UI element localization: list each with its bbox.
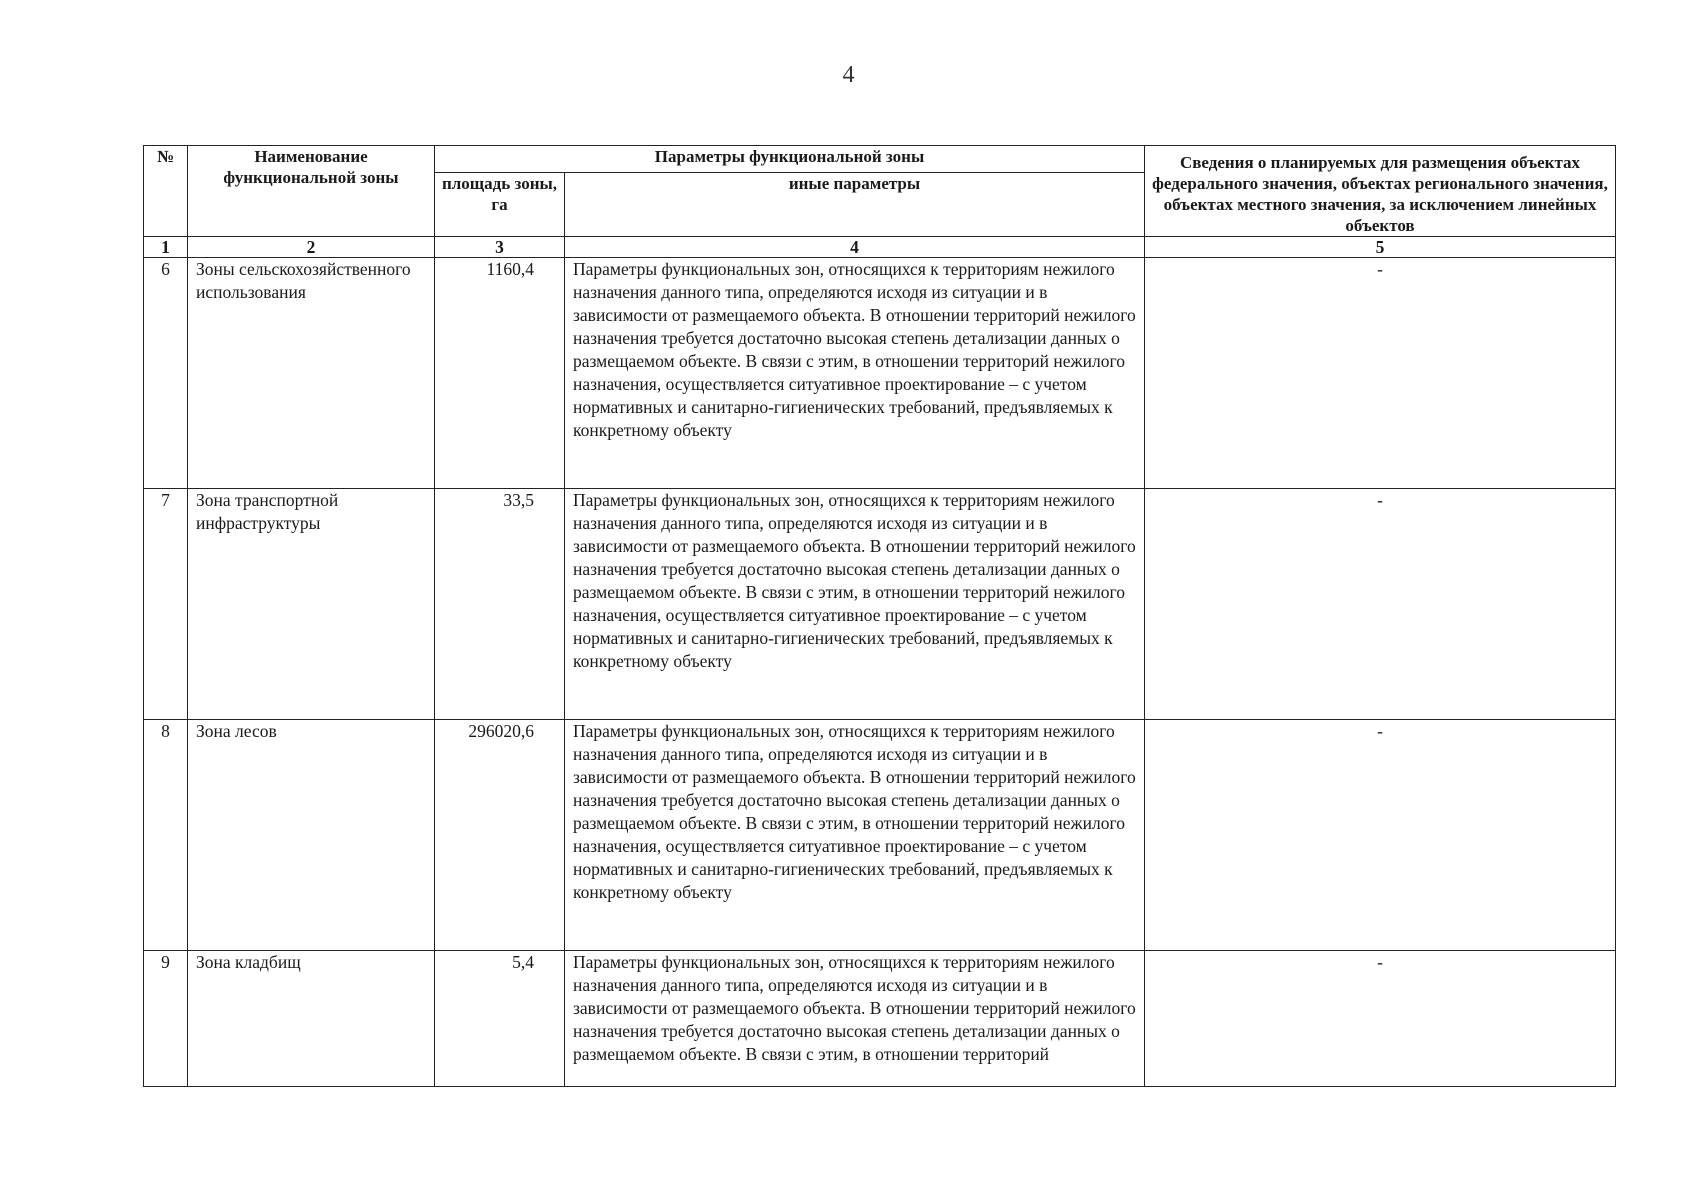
- table-row: [144, 951, 1616, 1087]
- column-numbers-row: [144, 237, 1616, 258]
- row-number: 8: [144, 720, 188, 951]
- table-row: [144, 258, 1616, 489]
- table-row: [144, 489, 1616, 720]
- header-col-name: Наименование функциональной зоны: [188, 146, 435, 237]
- zone-params: Параметры функциональных зон, относящихся к территориям нежилого назначения данного типа, определяются исходя из ситуации и в зависимости от размещаемого объекта. В отношении территорий нежилого назначения требуется достаточно высокая степень детализации данных о размещаемом объекте. В связи с этим, в отношении территорий нежилого назначения, осуществляется ситуативное проектирование – с учетом нормативных и санитарно-гигиенических требований, предъявляемых к конкретному объекту: [565, 720, 1145, 951]
- row-number: 7: [144, 489, 188, 720]
- zone-area: 296020,6: [435, 720, 565, 951]
- zone-params: Параметры функциональных зон, относящихся к территориям нежилого назначения данного типа, определяются исходя из ситуации и в зависимости от размещаемого объекта. В отношении территорий нежилого назначения требуется достаточно высокая степень детализации данных о размещаемом объекте. В связи с этим, в отношении территорий нежилого назначения, осуществляется ситуативное проектирование – с учетом нормативных и санитарно-гигиенических требований, предъявляемых к конкретному объекту: [565, 258, 1145, 489]
- column-number: 5: [1145, 237, 1616, 258]
- header-col-area: площадь зоны, га: [435, 173, 565, 237]
- zone-name: Зона транспортной инфраструктуры: [188, 489, 435, 720]
- page-number: 4: [842, 62, 855, 88]
- zone-planned-objects: -: [1145, 951, 1616, 1087]
- zone-name: Зоны сельскохозяйственного использования: [188, 258, 435, 489]
- table-header-row-1: [144, 146, 1616, 173]
- column-number: 4: [565, 237, 1145, 258]
- functional-zones-table: [143, 145, 1616, 1087]
- zone-planned-objects: -: [1145, 720, 1616, 951]
- zone-area: 5,4: [435, 951, 565, 1087]
- column-number: 3: [435, 237, 565, 258]
- header-col-other-params: иные параметры: [565, 173, 1145, 237]
- header-col-no: №: [144, 146, 188, 237]
- zone-name: Зона лесов: [188, 720, 435, 951]
- zone-planned-objects: -: [1145, 489, 1616, 720]
- zone-area: 33,5: [435, 489, 565, 720]
- zone-name: Зона кладбищ: [188, 951, 435, 1087]
- row-number: 6: [144, 258, 188, 489]
- zone-params: Параметры функциональных зон, относящихся к территориям нежилого назначения данного типа, определяются исходя из ситуации и в зависимости от размещаемого объекта. В отношении территорий нежилого назначения требуется достаточно высокая степень детализации данных о размещаемом объекте. В связи с этим, в отношении территорий нежилого назначения, осуществляется ситуативное проектирование – с учетом нормативных и санитарно-гигиенических требований, предъявляемых к конкретному объекту: [565, 489, 1145, 720]
- zone-params: Параметры функциональных зон, относящихся к территориям нежилого назначения данного типа, определяются исходя из ситуации и в зависимости от размещаемого объекта. В отношении территорий нежилого назначения требуется достаточно высокая степень детализации данных о размещаемом объекте. В связи с этим, в отношении территорий: [565, 951, 1145, 1087]
- header-col-info: Сведения о планируемых для размещения объектах федерального значения, объектах регионального значения, объектах местного значения, за исключением линейных объектов: [1145, 146, 1616, 237]
- table-row: [144, 720, 1616, 951]
- column-number: 2: [188, 237, 435, 258]
- zone-planned-objects: -: [1145, 258, 1616, 489]
- header-col-params-group: Параметры функциональной зоны: [435, 146, 1145, 173]
- column-number: 1: [144, 237, 188, 258]
- zone-area: 1160,4: [435, 258, 565, 489]
- row-number: 9: [144, 951, 188, 1087]
